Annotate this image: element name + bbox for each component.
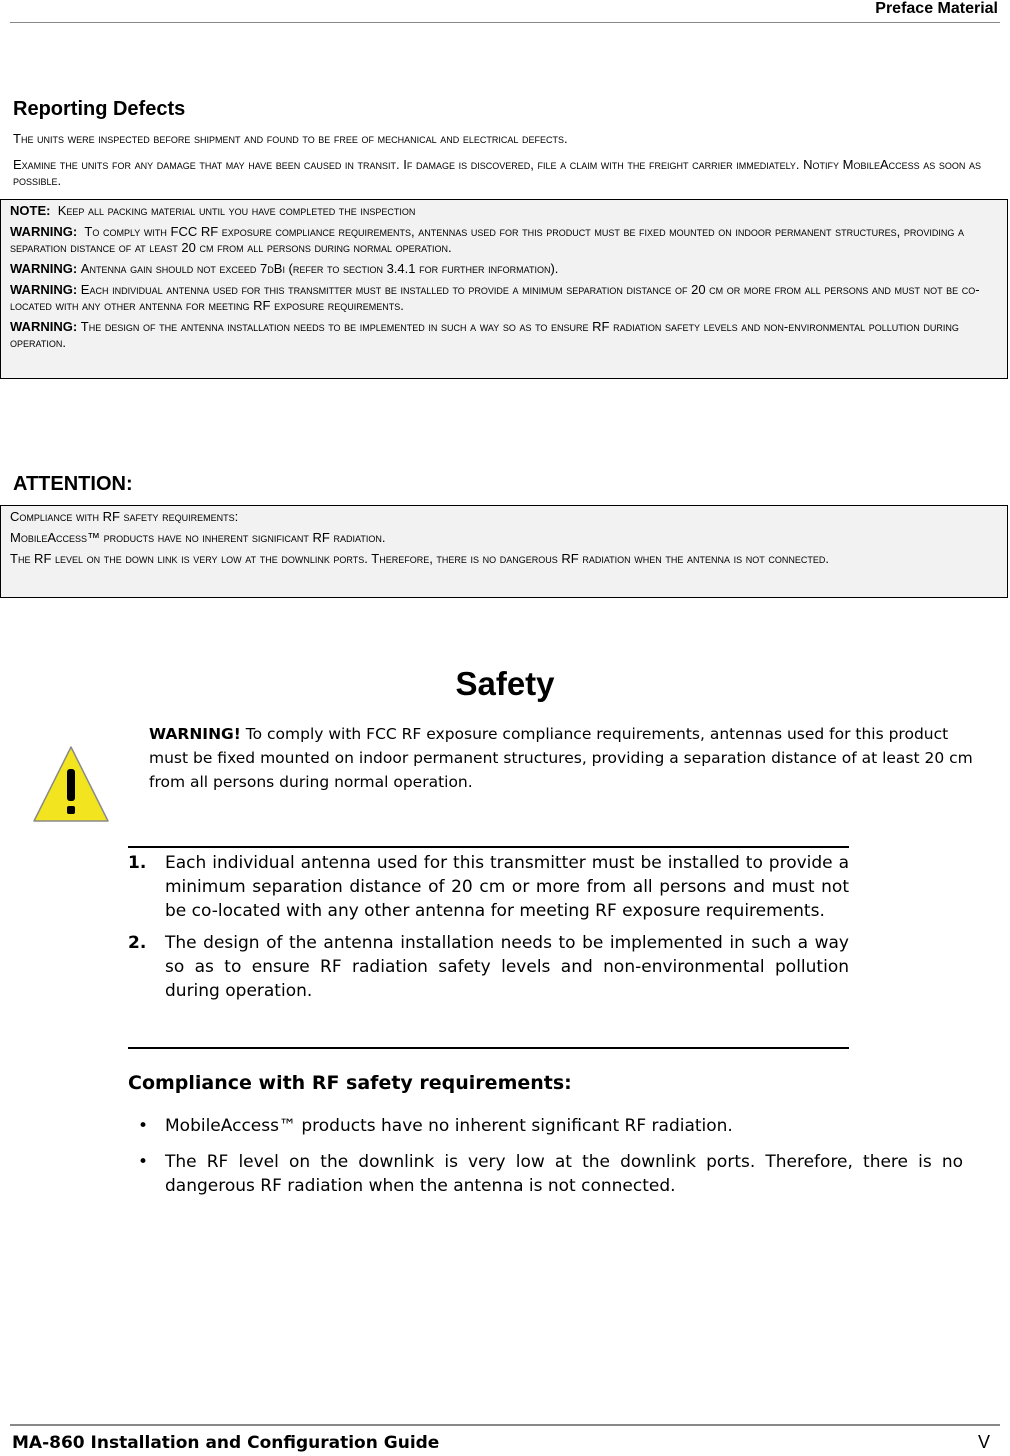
list-item-number: 2.: [128, 933, 147, 953]
warning-text: Each individual antenna used for this transmitter must be installed to provide a minimum separation distance of 20 cm or more from all persons and must not be co-located with any other antenna for meeting RF exposure requirements.: [10, 282, 980, 313]
bullet-text: The RF level on the downlink is very low at the downlink ports. Therefore, there is no dangerous RF radiation when the antenna is not connected.: [165, 1152, 963, 1196]
safety-warning-body: To comply with FCC RF exposure compliance requirements, antennas used for this product must be fixed mounted on indoor permanent structures, providing a separation distance of at least 20 cm from all persons during normal operation.: [149, 725, 973, 791]
compliance-bullet-list: [128, 1114, 963, 1210]
bullet-item: [128, 1150, 963, 1198]
numbered-list-bottom-rule: [128, 1047, 849, 1049]
attention-row: MobileAccess™ products have no inherent significant RF radiation.: [10, 530, 386, 545]
list-item-number: 1.: [128, 853, 147, 873]
bullet-dot-icon: •: [138, 1116, 149, 1136]
notice-box: [0, 199, 1008, 379]
safety-title: Safety: [455, 665, 555, 702]
attention-box: [0, 505, 1008, 598]
reporting-paragraph-1: The units were inspected before shipment and found to be free of mechanical and electrical defects.: [13, 131, 568, 146]
warning-label: WARNING:: [10, 282, 78, 297]
attention-row: The RF level on the down link is very low at the downlink ports. Therefore, there is no dangerous RF radiation when the antenna is not connected.: [10, 551, 829, 566]
notice-row: [10, 282, 998, 314]
notice-row: [10, 203, 998, 219]
header-divider: [10, 22, 1000, 23]
list-item-text: The design of the antenna installation needs to be implemented in such a way so as to ensure RF radiation safety levels and non-environmental pollution during operation.: [165, 933, 849, 1001]
warning-label: WARNING:: [10, 261, 78, 276]
attention-heading: ATTENTION:: [13, 473, 133, 495]
numbered-list: [128, 851, 849, 1011]
bullet-item: [128, 1114, 963, 1138]
safety-warning-label: WARNING!: [149, 725, 241, 743]
list-item-text: Each individual antenna used for this transmitter must be installed to provide a minimum separation distance of 20 cm or more from all persons and must not be co-located with any other antenna for meeting RF exposure requirements.: [165, 853, 849, 921]
note-text: Keep all packing material until you have completed the inspection: [57, 203, 416, 218]
page-header-title: Preface Material: [875, 0, 998, 17]
reporting-defects-heading: Reporting Defects: [13, 98, 186, 120]
compliance-heading: Compliance with RF safety requirements:: [128, 1072, 572, 1094]
reporting-paragraph-2: Examine the units for any damage that may have been caused in transit. If damage is discovered, file a claim with the freight carrier immediately. Notify MobileAccess as soon as possible.: [13, 157, 982, 188]
notice-row: [10, 224, 998, 256]
bullet-dot-icon: •: [138, 1152, 149, 1172]
warning-label: WARNING:: [10, 224, 78, 239]
warning-text: To comply with FCC RF exposure compliance requirements, antennas used for this product must be fixed mounted on indoor permanent structures, providing a separation distance of at least 20 cm from all persons during normal operation.: [10, 224, 964, 255]
notice-row: [10, 319, 998, 351]
safety-warning-text: [149, 722, 989, 794]
footer-document-title: MA-860 Installation and Configuration Guide: [12, 1433, 440, 1453]
attention-row: Compliance with RF safety requirements:: [10, 509, 239, 524]
warning-triangle-icon: [32, 745, 110, 828]
warning-label: WARNING:: [10, 319, 78, 334]
bullet-text: MobileAccess™ products have no inherent significant RF radiation.: [165, 1116, 733, 1136]
note-label: NOTE:: [10, 203, 51, 218]
numbered-list-top-rule: [128, 846, 849, 848]
list-item: [128, 931, 849, 1003]
list-item: [128, 851, 849, 923]
warning-text: Antenna gain should not exceed 7dBi (refer to section 3.4.1 for further information).: [80, 261, 559, 276]
footer-page-number: V: [977, 1432, 990, 1452]
notice-row: [10, 261, 998, 277]
warning-text: The design of the antenna installation needs to be implemented in such a way so as to ensure RF radiation safety levels and non-environmental pollution during operation.: [10, 319, 959, 350]
footer-divider: [10, 1424, 1000, 1426]
